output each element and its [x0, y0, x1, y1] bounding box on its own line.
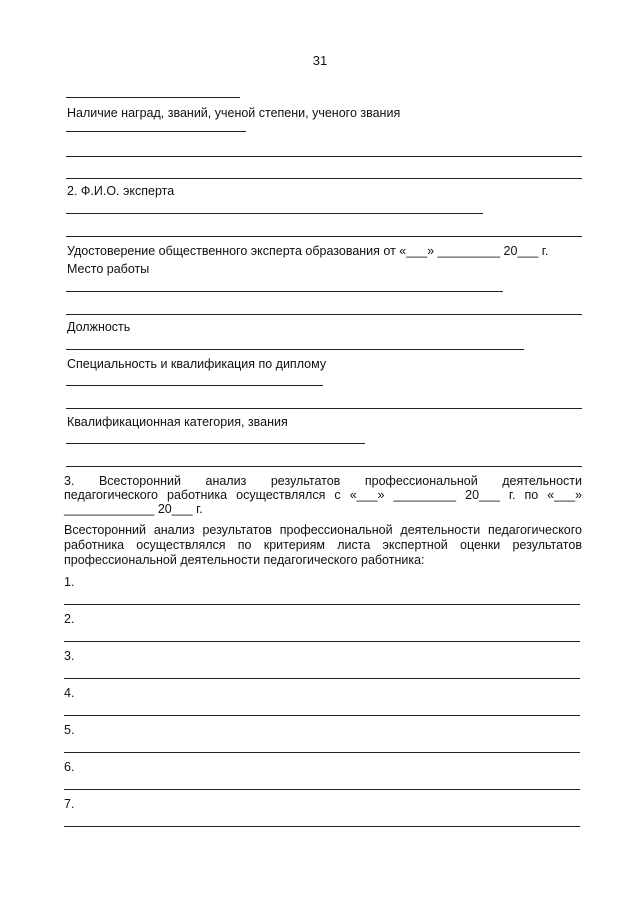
criteria-text: Всесторонний анализ результатов профессиональной деятельности педагогического работника осуществлялся по критериям листа экспертной оценки результатов профессиональной деятельности педагогического работника:: [64, 523, 582, 567]
category-underline-1: [66, 443, 365, 444]
criteria-item-underline: [64, 678, 580, 679]
criteria-item-underline: [64, 826, 580, 827]
criteria-item-underline: [64, 752, 580, 753]
workplace-underline-1: [66, 291, 503, 292]
criteria-item-number: 4.: [64, 686, 75, 700]
criteria-item-underline: [64, 715, 580, 716]
specialty-underline-2: [66, 408, 582, 409]
awards-underline-1: [66, 131, 246, 132]
awards-label: Наличие наград, званий, ученой степени, ученого звания: [67, 106, 401, 120]
awards-underline-3: [66, 178, 582, 179]
criteria-item-number: 1.: [64, 575, 75, 589]
category-label: Квалификационная категория, звания: [67, 415, 288, 429]
criteria-item-number: 3.: [64, 649, 75, 663]
criteria-item-number: 2.: [64, 612, 75, 626]
certificate-label: Удостоверение общественного эксперта образования от «___» _________ 20___ г.: [67, 244, 549, 258]
criteria-item-number: 5.: [64, 723, 75, 737]
specialty-underline-1: [66, 385, 323, 386]
analysis-line-2: педагогического работника осуществлялся с «___» _________ 20___ г. по «___»: [64, 488, 582, 502]
category-underline-2: [66, 466, 582, 467]
criteria-item-underline: [64, 789, 580, 790]
expert-name-underline-2: [66, 236, 582, 237]
criteria-item-underline: [64, 604, 580, 605]
expert-name-underline-1: [66, 213, 483, 214]
workplace-underline-2: [66, 314, 582, 315]
expert-name-label: 2. Ф.И.О. эксперта: [67, 184, 175, 198]
criteria-item-underline: [64, 641, 580, 642]
analysis-line-1: 3. Всесторонний анализ результатов профессиональной деятельности: [64, 474, 582, 488]
underline-prev-field: [66, 97, 240, 98]
criteria-item-number: 7.: [64, 797, 75, 811]
specialty-label: Специальность и квалификация по диплому: [67, 357, 327, 371]
position-underline: [66, 349, 524, 350]
page-number: 31: [312, 53, 328, 68]
criteria-item-number: 6.: [64, 760, 75, 774]
analysis-line-3: _____________ 20___ г.: [64, 502, 203, 516]
awards-underline-2: [66, 156, 582, 157]
workplace-label: Место работы: [67, 262, 150, 276]
position-label: Должность: [67, 320, 131, 334]
